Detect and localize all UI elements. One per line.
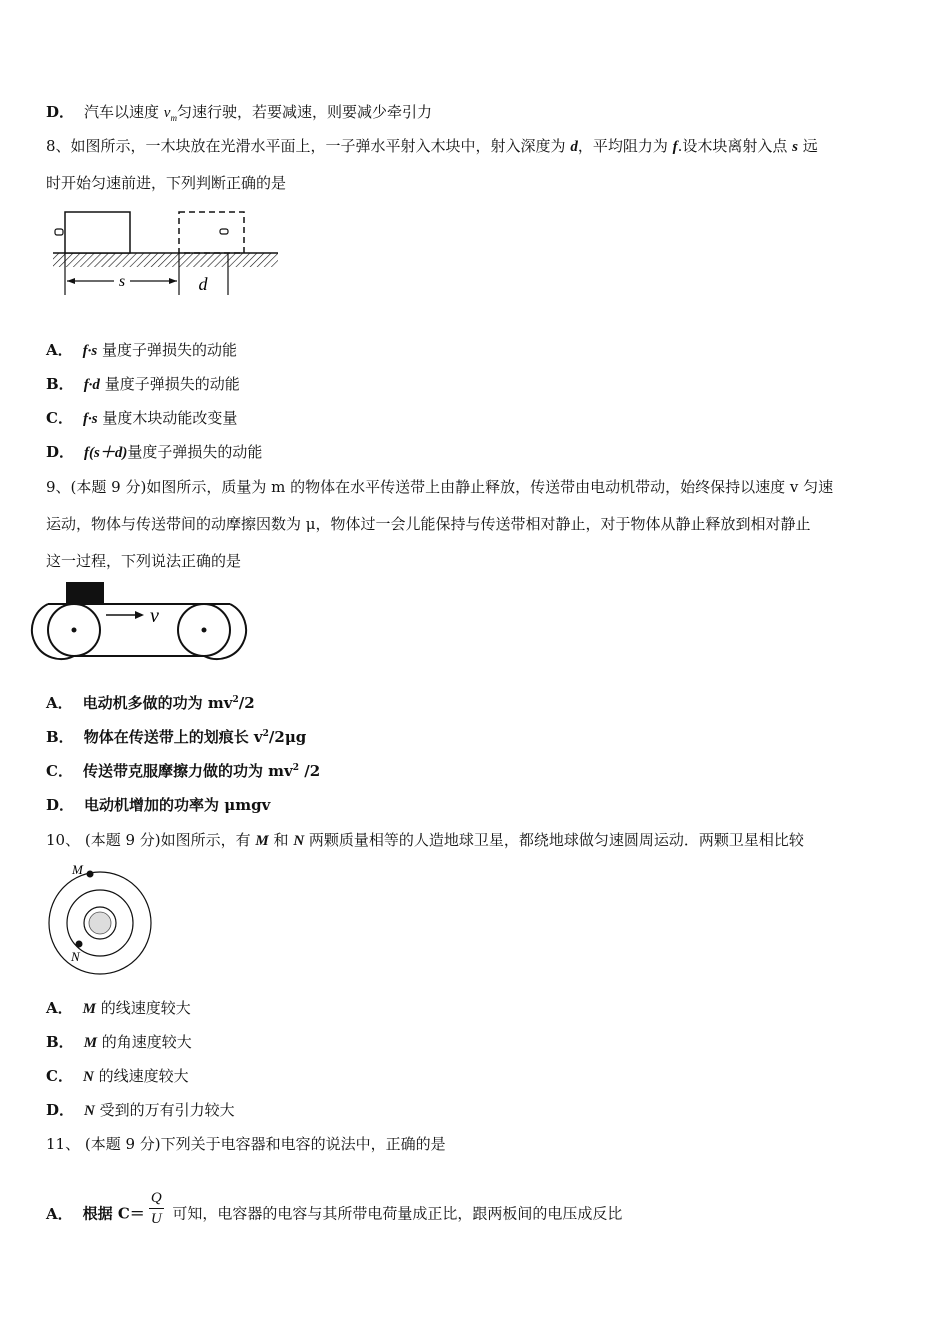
label-v: v bbox=[150, 605, 159, 627]
option-letter: D． bbox=[46, 103, 75, 121]
option-letter: A． bbox=[46, 999, 73, 1017]
q11-stem: 11、 (本题 9 分)下列关于电容器和电容的说法中，正确的是 bbox=[46, 1135, 446, 1153]
option-letter: B． bbox=[46, 1033, 74, 1051]
option-letter: C． bbox=[46, 409, 73, 427]
symbol-d: d bbox=[570, 139, 578, 155]
q10-option-a bbox=[46, 998, 191, 1019]
option-expr: f·s bbox=[82, 343, 98, 359]
subscript-m: m bbox=[170, 113, 177, 123]
q8-text-d: 远 bbox=[798, 137, 818, 155]
earth bbox=[89, 912, 111, 934]
option-sup: 2 bbox=[292, 763, 300, 773]
q8-option-a bbox=[46, 340, 237, 361]
symbol-N: N bbox=[293, 833, 305, 849]
symbol-M: M bbox=[255, 833, 269, 849]
q8-text-c: .设木块离射入点 bbox=[677, 137, 793, 155]
label-M: M bbox=[72, 862, 83, 877]
option-symbol: N bbox=[82, 1069, 94, 1085]
option-letter: D． bbox=[46, 1101, 75, 1119]
symbol-s: s bbox=[792, 139, 798, 155]
q8-option-b bbox=[46, 374, 240, 395]
option-text-rest: /2 bbox=[299, 762, 321, 780]
q9-stem-line1: 9、(本题 9 分)如图所示，质量为 m 的物体在水平传送带上由静止释放，传送带由电动机带动，始终保持以速度 v 匀速 bbox=[46, 478, 834, 496]
q8-stem-line1 bbox=[46, 136, 818, 157]
q10-text-a: 10、 (本题 9 分)如图所示，有 bbox=[46, 831, 256, 849]
option-text: 根据 C＝ bbox=[82, 1204, 145, 1223]
q8-block-bullet-figure bbox=[50, 205, 282, 300]
option-letter: A． bbox=[46, 341, 73, 359]
option-expr: f(s＋d) bbox=[84, 445, 128, 461]
q8-stem-line2: 时开始匀速前进，下列判断正确的是 bbox=[46, 174, 287, 192]
ground-hatch bbox=[53, 253, 278, 267]
option-text: 物体在传送带上的划痕长 v bbox=[83, 728, 263, 746]
q9-option-b bbox=[46, 727, 306, 747]
option-text: 量度子弹损失的动能 bbox=[99, 375, 240, 393]
option-symbol: N bbox=[84, 1103, 95, 1119]
label-d: d bbox=[198, 274, 208, 294]
q9-option-d bbox=[46, 795, 270, 815]
option-symbol: M bbox=[83, 1035, 98, 1051]
option-letter: A． bbox=[46, 694, 73, 712]
q10-option-c bbox=[46, 1066, 189, 1087]
q10-text-c: 两颗质量相等的人造地球卫星，都绕地球做匀速圆周运动．两颗卫星相比较 bbox=[304, 831, 804, 849]
option-text-rest: /2μg bbox=[268, 728, 307, 746]
q9-option-a bbox=[46, 693, 255, 713]
q11-option-a bbox=[46, 1190, 623, 1235]
q10-option-b bbox=[46, 1032, 192, 1053]
q7-option-d bbox=[46, 102, 432, 123]
option-expr: f·d bbox=[83, 377, 100, 393]
q8-option-d bbox=[46, 442, 262, 463]
option-letter: D． bbox=[46, 796, 75, 814]
q10-text-b: 和 bbox=[268, 831, 294, 849]
q9-stem-line3: 这一过程，下列说法正确的是 bbox=[46, 552, 242, 570]
object-block bbox=[66, 582, 104, 603]
option-text: 电动机多做的功为 mv bbox=[82, 694, 233, 712]
satellite-N bbox=[76, 941, 83, 948]
option-text-rest: 匀速行驶，若要减速，则要减少牵引力 bbox=[176, 103, 432, 121]
option-symbol: M bbox=[82, 1001, 96, 1017]
symbol-v: v bbox=[163, 105, 171, 121]
satellite-M bbox=[87, 871, 94, 878]
bullet bbox=[55, 229, 63, 235]
option-letter: C． bbox=[46, 1067, 73, 1085]
option-text: 电动机增加的功率为 μmgv bbox=[84, 796, 271, 814]
option-text: 量度子弹损失的动能 bbox=[127, 443, 263, 461]
fraction-numerator: Q bbox=[149, 1188, 164, 1209]
bullet-in-block bbox=[220, 229, 228, 234]
option-text: 量度木块动能改变量 bbox=[97, 409, 238, 427]
wood-block-final bbox=[179, 212, 244, 253]
q9-stem-line2: 运动，物体与传送带间的动摩擦因数为 μ，物体过一会儿能保持与传送带相对静止，对于物体从静止释放到相对静止 bbox=[46, 515, 811, 533]
option-sup: 2 bbox=[262, 729, 269, 739]
q8-option-c bbox=[46, 408, 237, 429]
option-expr: f·s bbox=[82, 411, 98, 427]
label-N: N bbox=[71, 949, 80, 964]
fraction-denominator: U bbox=[150, 1211, 162, 1227]
q10-option-d bbox=[46, 1100, 235, 1121]
option-text-rest: 可知，电容器的电容与其所带电荷量成正比，跟两板间的电压成反比 bbox=[167, 1204, 623, 1223]
option-letter: B． bbox=[46, 728, 74, 746]
q10-stem bbox=[46, 830, 804, 851]
option-text: 量度子弹损失的动能 bbox=[97, 341, 238, 359]
q8-text-a: 8、如图所示，一木块放在光滑水平面上，一子弹水平射入木块中，射入深度为 bbox=[46, 137, 571, 155]
option-text: 的线速度较大 bbox=[93, 1067, 189, 1085]
option-letter: A． bbox=[46, 1204, 73, 1223]
option-sup: 2 bbox=[232, 695, 239, 705]
q9-option-c bbox=[46, 761, 320, 781]
q10-orbits-figure bbox=[44, 860, 156, 975]
q8-text-b: ，平均阻力为 bbox=[577, 137, 673, 155]
option-text: 汽车以速度 bbox=[84, 103, 164, 121]
option-text: 的角速度较大 bbox=[97, 1033, 192, 1051]
wood-block bbox=[65, 212, 130, 253]
option-letter: C． bbox=[46, 762, 73, 780]
option-text-rest: /2 bbox=[238, 694, 255, 712]
symbol-f: f bbox=[672, 139, 678, 155]
option-letter: D． bbox=[46, 443, 75, 461]
option-text: 传送带克服摩擦力做的功为 mv bbox=[82, 762, 293, 780]
option-text: 受到的万有引力较大 bbox=[94, 1101, 235, 1119]
option-text: 的线速度较大 bbox=[95, 999, 191, 1017]
option-letter: B． bbox=[46, 375, 74, 393]
label-s: s bbox=[118, 273, 126, 290]
capacitance-fraction bbox=[149, 1188, 164, 1229]
q9-conveyor-figure bbox=[44, 582, 234, 662]
